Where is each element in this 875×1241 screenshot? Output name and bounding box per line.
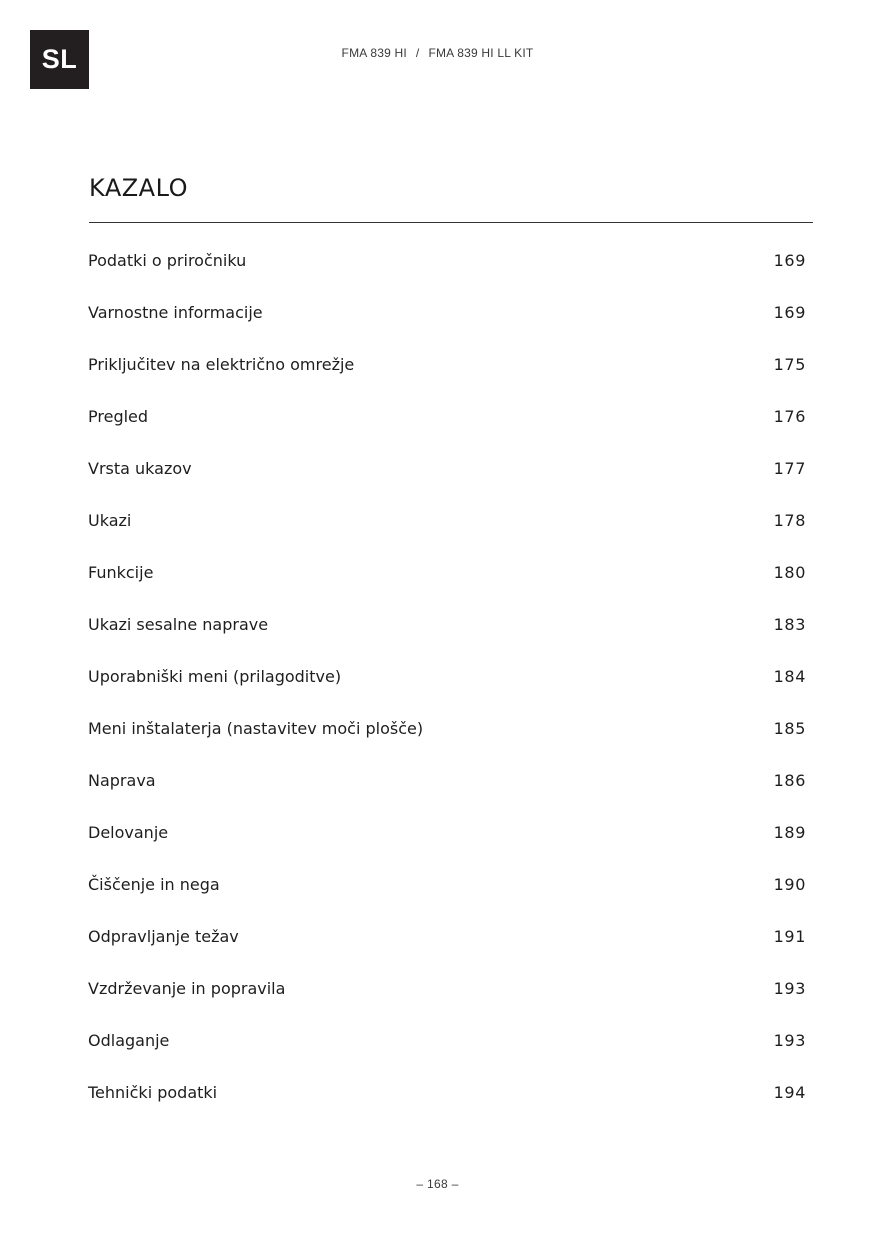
toc-entry[interactable] bbox=[88, 806, 806, 858]
toc-entry-page: 178 bbox=[773, 510, 806, 530]
toc-entry-page: 193 bbox=[773, 978, 806, 998]
toc-entry-page: 176 bbox=[773, 406, 806, 426]
toc-entry[interactable] bbox=[88, 650, 806, 702]
toc-entry-label: Vzdrževanje in popravila bbox=[88, 978, 286, 998]
toc-entry-label: Čiščenje in nega bbox=[88, 874, 220, 894]
toc-entry-label: Odlaganje bbox=[88, 1030, 170, 1050]
toc-entry-label: Meni inštalaterja (nastavitev moči plošče) bbox=[88, 718, 424, 738]
toc-entry-label: Tehnički podatki bbox=[88, 1082, 218, 1102]
toc-entry-label: Priključitev na električno omrežje bbox=[88, 354, 355, 374]
toc-entry[interactable] bbox=[88, 598, 806, 650]
toc-entry-page: 189 bbox=[773, 822, 806, 842]
toc-entry[interactable] bbox=[88, 702, 806, 754]
toc-entry[interactable] bbox=[88, 1066, 806, 1118]
toc-entry-label: Ukazi bbox=[88, 510, 132, 530]
title-divider bbox=[89, 222, 813, 223]
toc-entry-page: 194 bbox=[773, 1082, 806, 1102]
toc-entry[interactable] bbox=[88, 390, 806, 442]
toc-entry-page: 186 bbox=[773, 770, 806, 790]
toc-entry-label: Ukazi sesalne naprave bbox=[88, 614, 269, 634]
toc-entry[interactable] bbox=[88, 962, 806, 1014]
toc-entry-label: Pregled bbox=[88, 406, 149, 426]
language-badge: SL bbox=[30, 30, 89, 89]
toc-entry-page: 169 bbox=[773, 250, 806, 270]
toc-entry-label: Podatki o priročniku bbox=[88, 250, 247, 270]
model-primary: FMA 839 HI bbox=[341, 46, 407, 60]
toc-entry-page: 180 bbox=[773, 562, 806, 582]
toc-entry-label: Delovanje bbox=[88, 822, 169, 842]
toc-entry[interactable] bbox=[88, 234, 806, 286]
model-separator: / bbox=[415, 46, 420, 60]
table-of-contents bbox=[88, 234, 806, 1118]
toc-entry-page: 175 bbox=[773, 354, 806, 374]
toc-entry-page: 169 bbox=[773, 302, 806, 322]
toc-entry-label: Odpravljanje težav bbox=[88, 926, 239, 946]
toc-entry-page: 190 bbox=[773, 874, 806, 894]
toc-entry-page: 191 bbox=[773, 926, 806, 946]
toc-entry-label: Vrsta ukazov bbox=[88, 458, 192, 478]
toc-entry-page: 177 bbox=[773, 458, 806, 478]
toc-entry-page: 185 bbox=[773, 718, 806, 738]
toc-entry[interactable] bbox=[88, 494, 806, 546]
toc-entry-label: Varnostne informacije bbox=[88, 302, 263, 322]
page-title: KAZALO bbox=[89, 174, 188, 202]
toc-entry-label: Uporabniški meni (prilagoditve) bbox=[88, 666, 342, 686]
toc-entry[interactable] bbox=[88, 546, 806, 598]
toc-entry[interactable] bbox=[88, 442, 806, 494]
toc-entry[interactable] bbox=[88, 858, 806, 910]
toc-entry[interactable] bbox=[88, 754, 806, 806]
model-header bbox=[0, 46, 875, 60]
toc-entry-page: 193 bbox=[773, 1030, 806, 1050]
toc-entry-label: Naprava bbox=[88, 770, 156, 790]
toc-entry[interactable] bbox=[88, 1014, 806, 1066]
toc-entry-label: Funkcije bbox=[88, 562, 154, 582]
model-secondary: FMA 839 HI LL KIT bbox=[428, 46, 534, 60]
toc-entry[interactable] bbox=[88, 286, 806, 338]
toc-entry-page: 183 bbox=[773, 614, 806, 634]
toc-entry-page: 184 bbox=[773, 666, 806, 686]
toc-entry[interactable] bbox=[88, 910, 806, 962]
toc-entry[interactable] bbox=[88, 338, 806, 390]
page-number: – 168 – bbox=[416, 1177, 459, 1191]
